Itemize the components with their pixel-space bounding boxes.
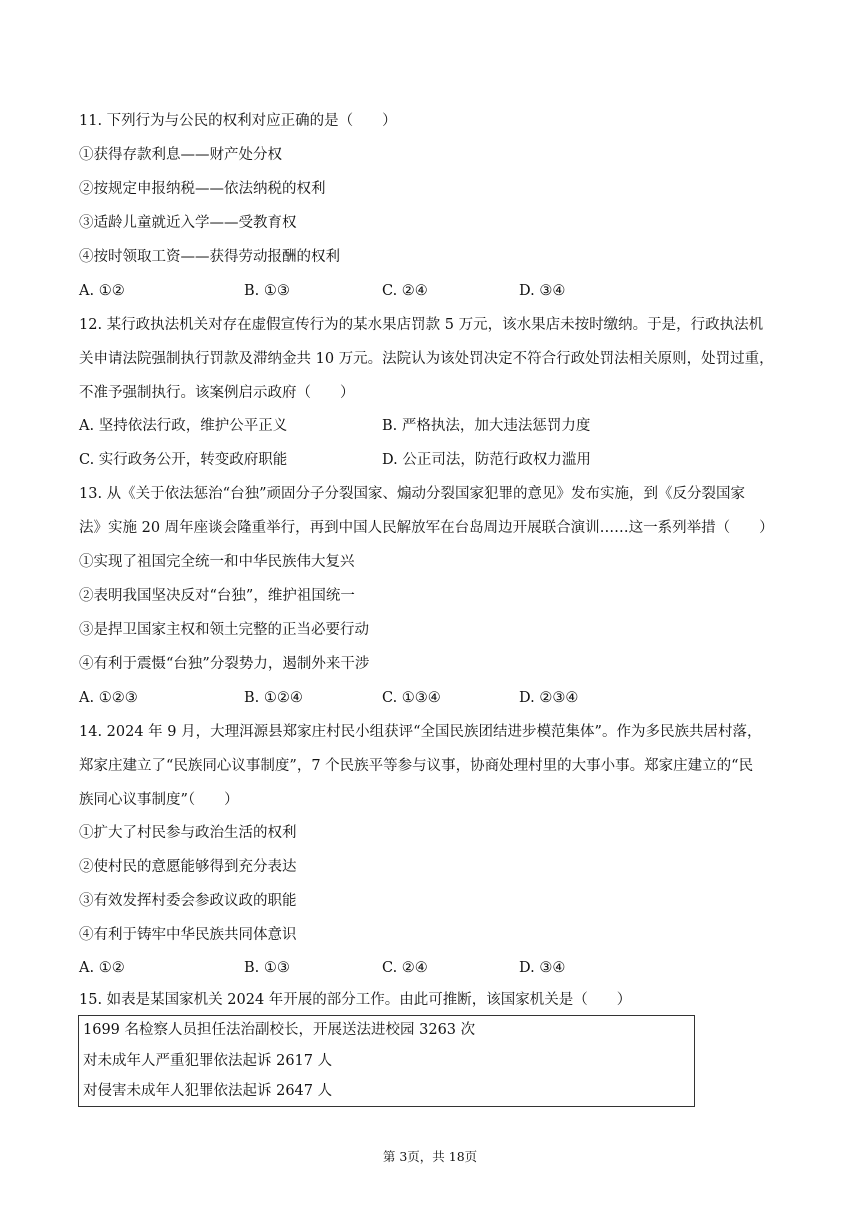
- question-12-option-a: A. 坚持依法行政，维护公平正义: [79, 418, 288, 434]
- table-row: 对侵害未成年人犯罪依法起诉 2647 人: [83, 1083, 333, 1099]
- question-11-option-a: A. ①②: [79, 283, 125, 299]
- question-14-statement-2: ②使村民的意愿能够得到充分表达: [79, 859, 297, 875]
- question-11-option-c: C. ②④: [382, 283, 428, 299]
- question-11-statement-3: ③适龄儿童就近入学——受教育权: [79, 215, 297, 231]
- question-15-stem: 15. 如表是某国家机关 2024 年开展的部分工作。由此可推断，该国家机关是（ ）: [79, 992, 632, 1008]
- question-13-statement-1: ①实现了祖国完全统一和中华民族伟大复兴: [79, 554, 355, 570]
- question-13-option-a: A. ①②③: [79, 690, 138, 706]
- question-14-option-d: D. ③④: [519, 960, 566, 976]
- question-14-stem-line-2: 郑家庄建立了“民族同心议事制度”，7 个民族平等参与议事，协商处理村里的大事小事。郑家庄建立的“民: [79, 758, 754, 774]
- question-13-statement-2: ②表明我国坚决反对“台独”，维护祖国统一: [79, 588, 355, 604]
- table-row: 1699 名检察人员担任法治副校长，开展送法进校园 3263 次: [83, 1022, 476, 1038]
- question-12-option-c: C. 实行政务公开，转变政府职能: [79, 452, 288, 468]
- question-11-statement-4: ④按时领取工资——获得劳动报酬的权利: [79, 249, 340, 265]
- question-14-stem-line-3: 族同心议事制度”（ ）: [79, 792, 239, 808]
- question-13-option-d: D. ②③④: [519, 690, 579, 706]
- question-14-option-a: A. ①②: [79, 960, 125, 976]
- question-13-statement-4: ④有利于震慑“台独”分裂势力，遏制外来干涉: [79, 656, 370, 672]
- question-11-statement-1: ①获得存款利息——财产处分权: [79, 147, 282, 163]
- question-13-option-c: C. ①③④: [382, 690, 441, 706]
- question-14-statement-1: ①扩大了村民参与政治生活的权利: [79, 825, 297, 841]
- question-13-statement-3: ③是捍卫国家主权和领土完整的正当必要行动: [79, 622, 369, 638]
- question-12-stem-line-2: 关申请法院强制执行罚款及滞纳金共 10 万元。法院认为该处罚决定不符合行政处罚法相关原则，处罚过重，: [79, 351, 774, 367]
- question-13-stem-line-1: 13. 从《关于依法惩治“台独”顽固分子分裂国家、煽动分裂国家犯罪的意见》发布实施，到《反分裂国家: [79, 486, 745, 502]
- question-11-statement-2: ②按规定申报纳税——依法纳税的权利: [79, 181, 326, 197]
- page-footer: 第 3页，共 18页: [382, 1149, 478, 1164]
- question-14-statement-3: ③有效发挥村委会参政议政的职能: [79, 893, 297, 909]
- table-row: 对未成年人严重犯罪依法起诉 2617 人: [83, 1053, 333, 1069]
- question-12-option-b: B. 严格执法，加大违法惩罚力度: [382, 418, 591, 434]
- question-12-stem-line-1: 12. 某行政执法机关对存在虚假宣传行为的某水果店罚款 5 万元，该水果店未按时缴纳。于是，行政执法机: [79, 317, 764, 333]
- question-14-stem-line-1: 14. 2024 年 9 月，大理洱源县郑家庄村民小组获评“全国民族团结进步模范集体”。作为多民族共居村落，: [79, 724, 762, 740]
- question-12-stem-line-3: 不准予强制执行。该案例启示政府（ ）: [79, 385, 355, 401]
- question-12-option-d: D. 公正司法，防范行政权力滥用: [382, 452, 591, 468]
- question-11-stem: 11. 下列行为与公民的权利对应正确的是（ ）: [79, 113, 397, 129]
- question-14-option-c: C. ②④: [382, 960, 428, 976]
- question-11-option-b: B. ①③: [244, 283, 290, 299]
- question-14-option-b: B. ①③: [244, 960, 290, 976]
- question-13-stem-line-2: 法》实施 20 周年座谈会隆重举行，再到中国人民解放军在台岛周边开展联合演训……这一系列举措（ ）: [79, 520, 774, 536]
- work-table: [78, 1015, 695, 1107]
- question-13-option-b: B. ①②④: [244, 690, 303, 706]
- question-11-option-d: D. ③④: [519, 283, 566, 299]
- question-14-statement-4: ④有利于铸牢中华民族共同体意识: [79, 927, 297, 943]
